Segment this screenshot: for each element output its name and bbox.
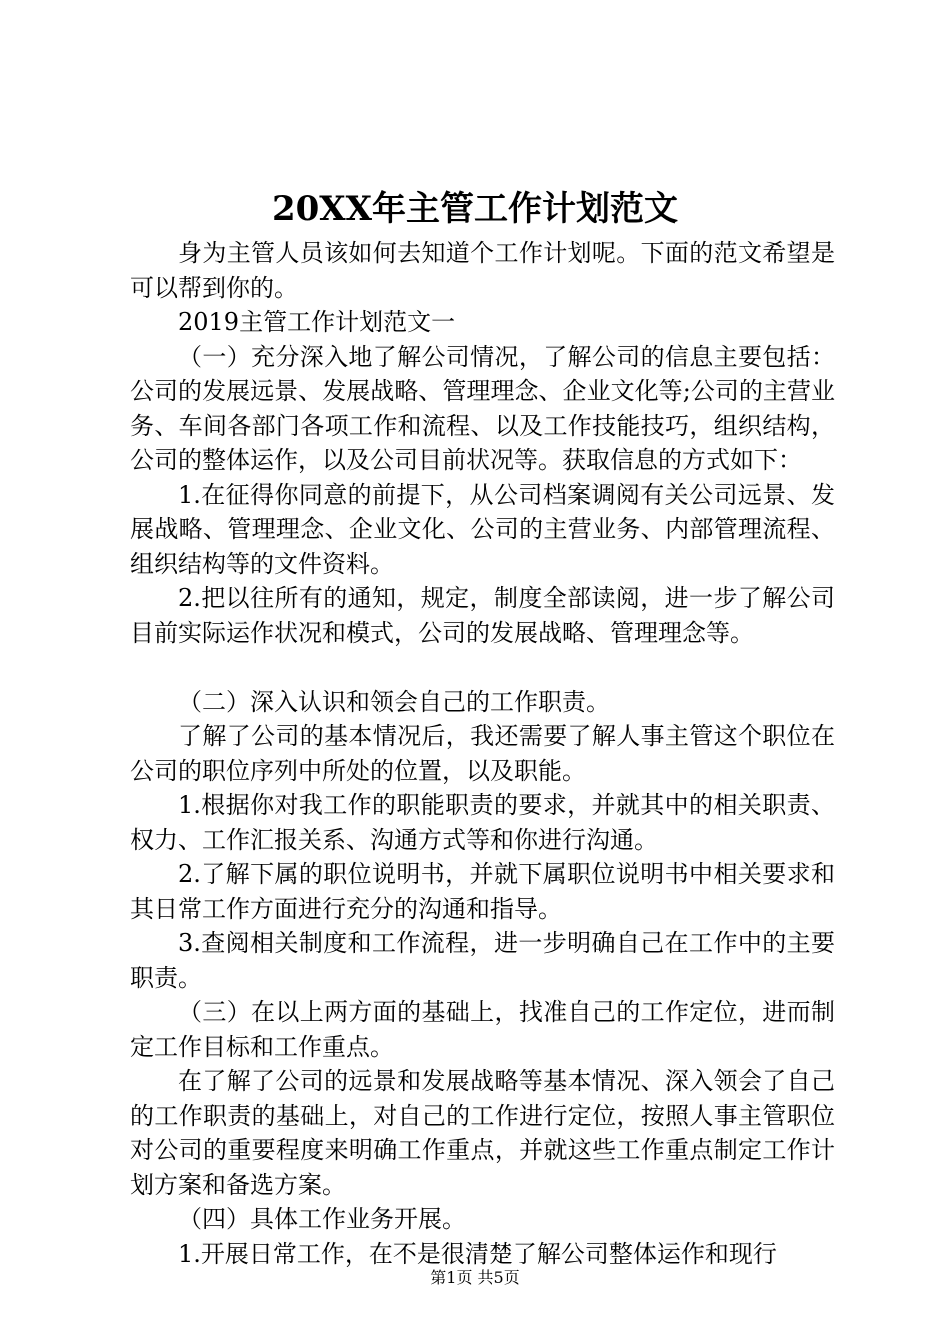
- paragraph-item-2-3: 3.查阅相关制度和工作流程，进一步明确自己在工作中的主要职责。: [130, 929, 835, 992]
- paragraph-item-2-2: 2.了解下属的职位说明书，并就下属职位说明书中相关要求和其日常工作方面进行充分的沟通和指导。: [130, 860, 835, 923]
- paragraph-part-two-intro: 了解了公司的基本情况后，我还需要了解人事主管这个职位在公司的职位序列中所处的位置，以及职能。: [130, 722, 835, 785]
- paragraph-item-1-2: 2.把以往所有的通知，规定，制度全部读阅，进一步了解公司目前实际运作状况和模式，公司的发展战略、管理理念等。: [130, 584, 835, 647]
- paragraph-part-three-body: 在了解了公司的远景和发展战略等基本情况、深入领会了自己的工作职责的基础上，对自己的工作进行定位，按照人事主管职位对公司的重要程度来明确工作重点，并就这些工作重点制定工作计划方案和备选方案。: [130, 1067, 835, 1199]
- document-title: 20XX年主管工作计划范文: [271, 189, 679, 229]
- blank-line: [130, 650, 835, 685]
- paragraph-part-three: （三）在以上两方面的基础上，找准自己的工作定位，进而制定工作目标和工作重点。: [130, 998, 835, 1061]
- paragraph-part-two: （二）深入认识和领会自己的工作职责。: [178, 687, 610, 716]
- section-heading-plan-one: 2019主管工作计划范文一: [178, 308, 456, 336]
- page-indicator: 第1页 共5页: [430, 1268, 520, 1287]
- paragraph-item-4-1: 1.开展日常工作，在不是很清楚了解公司整体运作和现行: [178, 1239, 777, 1268]
- paragraph-item-2-1: 1.根据你对我工作的职能职责的要求，并就其中的相关职责、权力、工作汇报关系、沟通方式等和你进行沟通。: [130, 791, 835, 854]
- paragraph-part-four: （四）具体工作业务开展。: [178, 1205, 466, 1233]
- intro-paragraph: 身为主管人员该如何去知道个工作计划呢。下面的范文希望是可以帮到你的。: [130, 239, 835, 302]
- paragraph-item-1-1: 1.在征得你同意的前提下，从公司档案调阅有关公司远景、发展战略、管理理念、企业文化、公司的主营业务、内部管理流程、组织结构等的文件资料。: [130, 480, 835, 578]
- paragraph-part-one: （一）充分深入地了解公司情况，了解公司的信息主要包括：公司的发展远景、发展战略、管理理念、企业文化等;公司的主营业务、车间各部门各项工作和流程、以及工作技能技巧，组织结构，公司的整体运作，以及公司目前状况等。获取信息的方式如下：: [130, 342, 835, 474]
- document-body: [130, 236, 835, 1271]
